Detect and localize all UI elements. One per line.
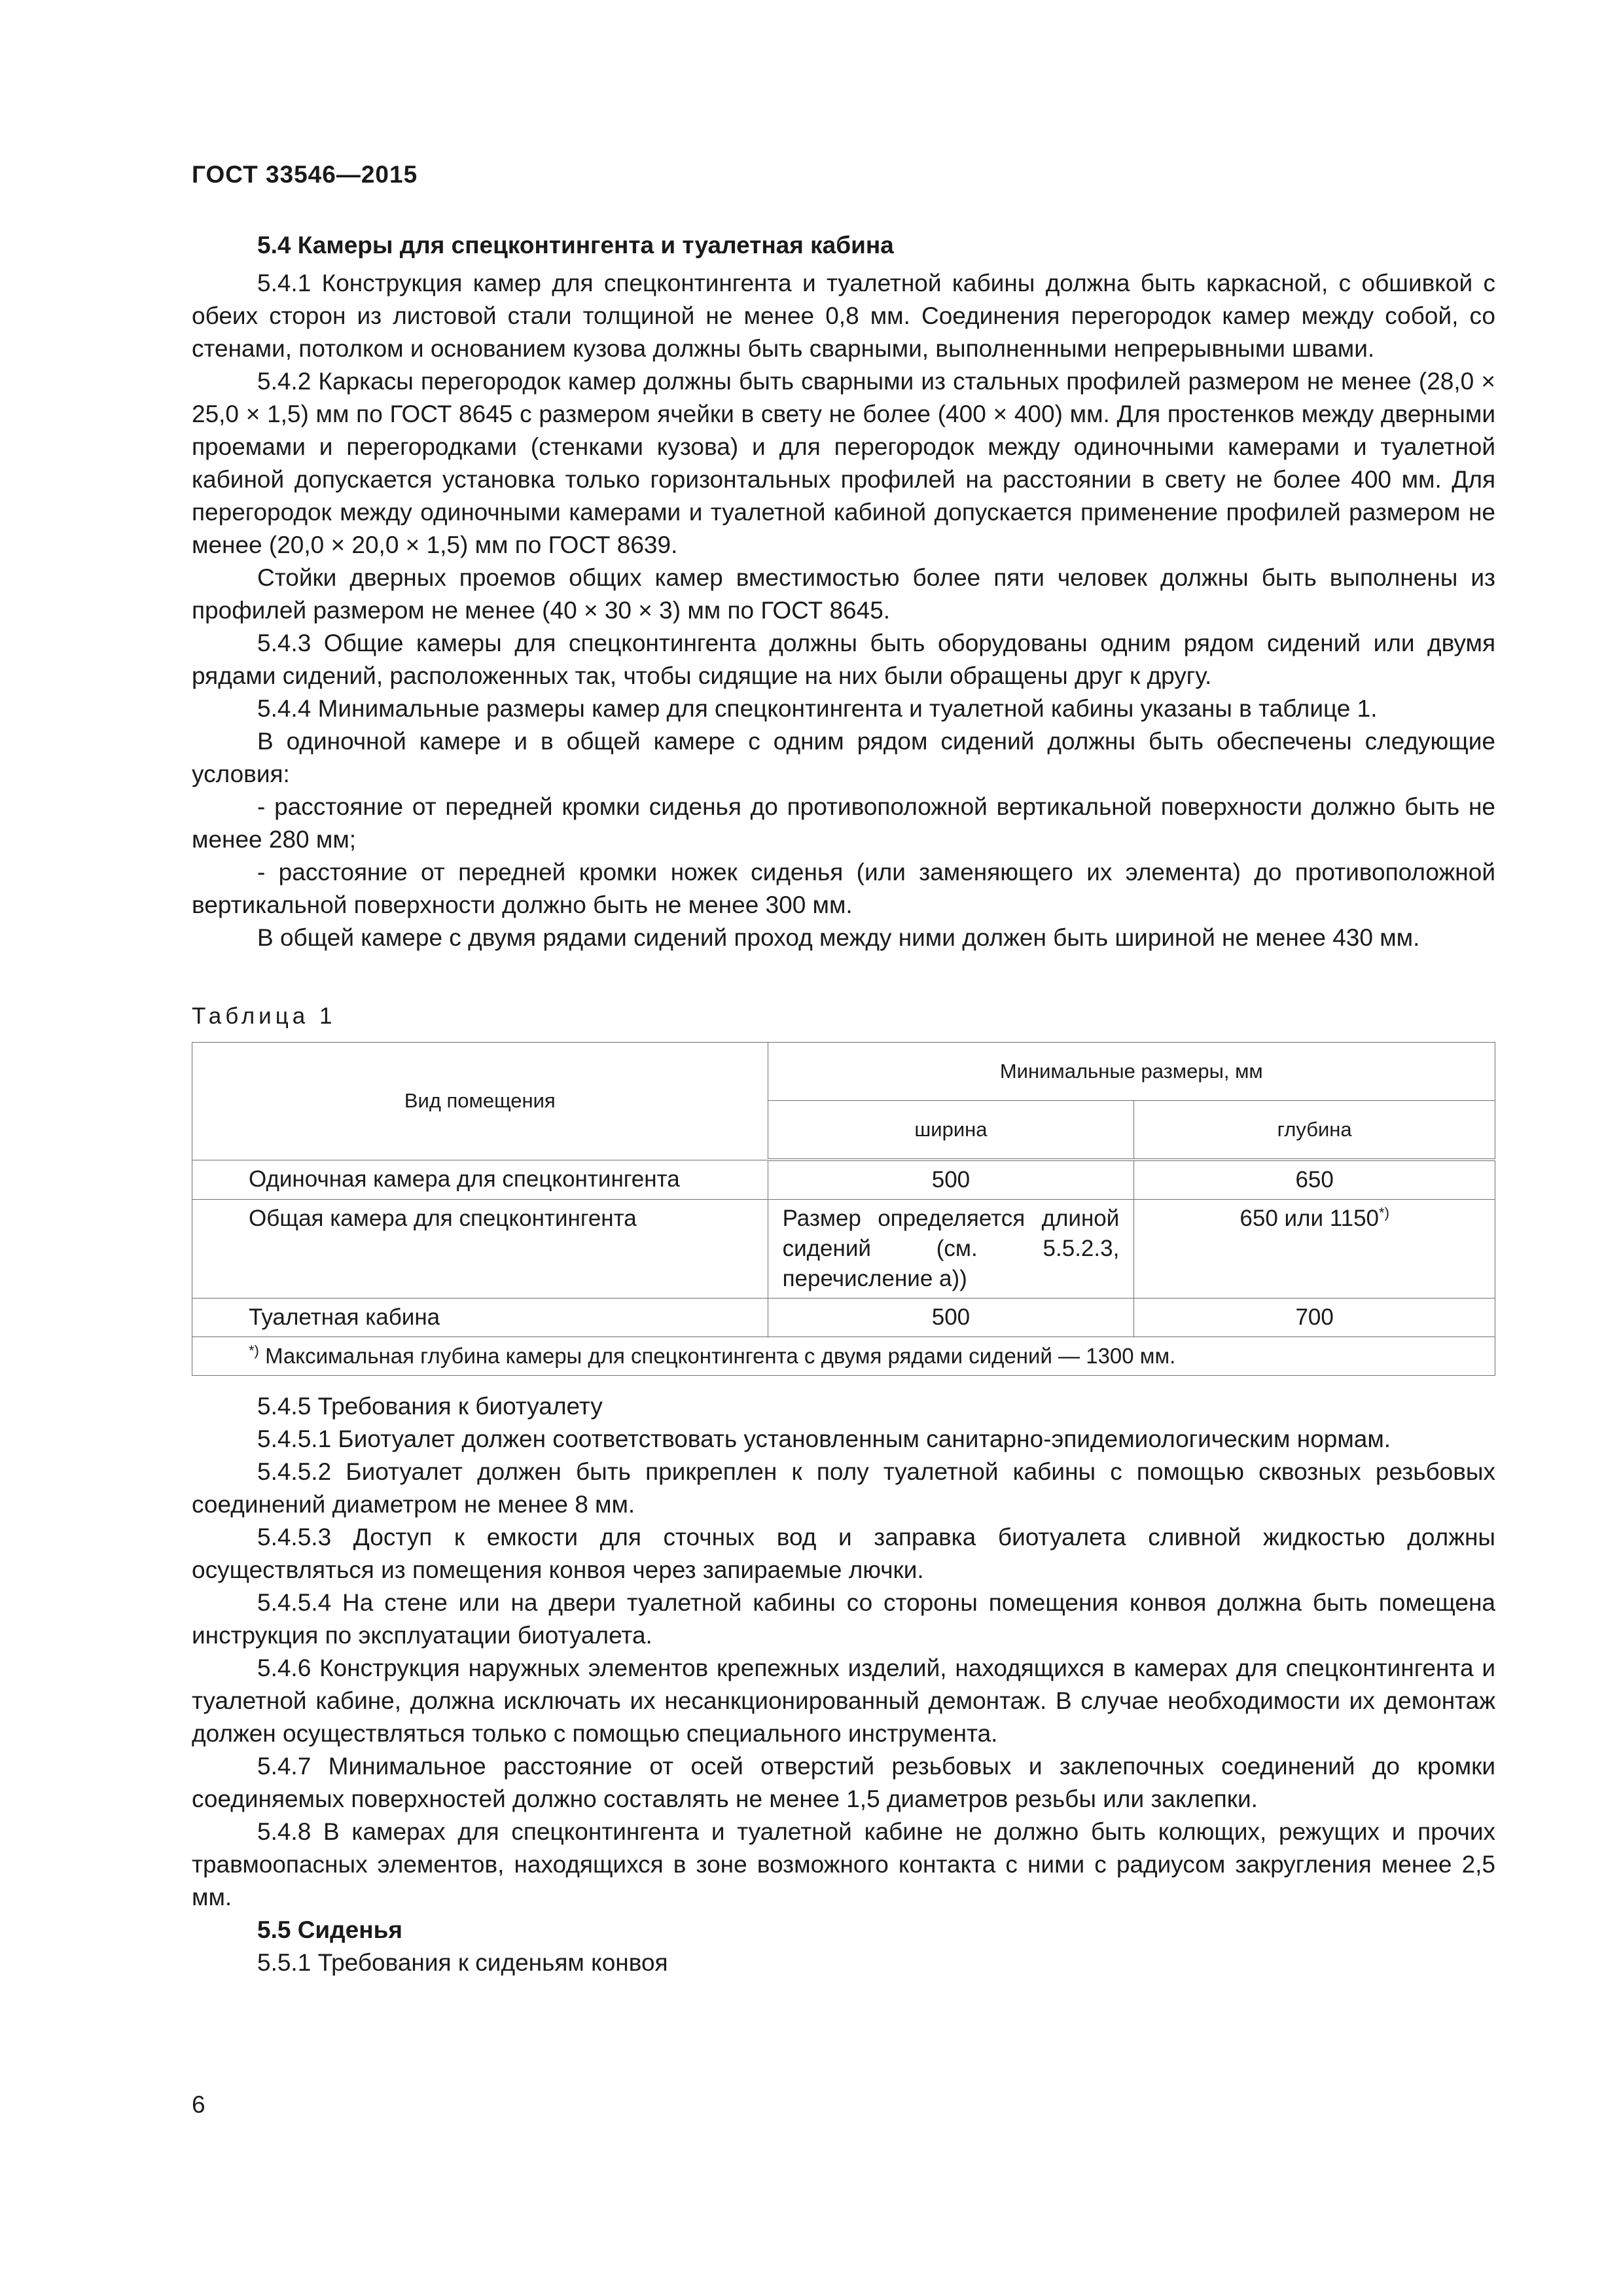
table-header-depth: глубина bbox=[1134, 1101, 1495, 1160]
table-cell-room: Одиночная камера для спецконтингента bbox=[192, 1160, 768, 1200]
paragraph-door-posts: Стойки дверных проемов общих камер вместимостью более пяти человек должны быть выполнены из профилей размером не менее (40 × 30 × 3) мм по ГОСТ 8645. bbox=[192, 564, 1495, 624]
table-cell-depth: 650 bbox=[1134, 1160, 1495, 1200]
paragraph-5-4-3: 5.4.3 Общие камеры для спецконтингента должны быть оборудованы одним рядом сидений или двумя рядами сидений, расположенных так, чтобы сидящие на них были обращены друг к другу. bbox=[192, 630, 1495, 689]
page-number: 6 bbox=[192, 2091, 205, 2118]
table-row bbox=[192, 1160, 1495, 1200]
table-cell-depth: 700 bbox=[1134, 1299, 1495, 1337]
paragraph-5-4-5-1: 5.4.5.1 Биотуалет должен соответствовать установленным санитарно-эпидемиологическим нормам. bbox=[257, 1426, 1391, 1452]
table-cell-room: Туалетная кабина bbox=[192, 1299, 768, 1337]
table-header-min-sizes: Минимальные размеры, мм bbox=[768, 1043, 1495, 1101]
depth-value: 650 или 1150 bbox=[1240, 1206, 1380, 1231]
table-header-room-type: Вид помещения bbox=[192, 1043, 768, 1160]
table-cell-depth bbox=[1134, 1200, 1495, 1299]
page-content bbox=[192, 229, 1495, 1979]
paragraph-5-4-5-3: 5.4.5.3 Доступ к емкости для сточных вод и заправка биотуалета сливной жидкостью должны осуществляться из помещения конвоя через запираемые лючки. bbox=[192, 1524, 1495, 1583]
paragraph-aisle-width: В общей камере с двумя рядами сидений проход между ними должен быть шириной не менее 430 мм. bbox=[257, 924, 1420, 951]
section-5-5-heading: 5.5 Сиденья bbox=[257, 1916, 402, 1943]
table-cell-width: 500 bbox=[768, 1160, 1134, 1200]
table-footnote-row bbox=[192, 1337, 1495, 1376]
table-cell-width: 500 bbox=[768, 1299, 1134, 1337]
paragraph-5-5-1: 5.5.1 Требования к сиденьям конвоя bbox=[257, 1949, 668, 1976]
document-code: ГОСТ 33546—2015 bbox=[192, 161, 418, 188]
table-row bbox=[192, 1200, 1495, 1299]
table-cell-room: Общая камера для спецконтингента bbox=[192, 1200, 768, 1299]
footnote-text: Максимальная глубина камеры для спецконтингента с двумя рядами сидений — 1300 мм. bbox=[265, 1344, 1176, 1368]
footnote-mark: *) bbox=[249, 1342, 259, 1359]
paragraph-5-4-2: 5.4.2 Каркасы перегородок камер должны быть сварными из стальных профилей размером не менее (28,0 × 25,0 × 1,5) мм по ГОСТ 8645 с размером ячейки в свету не более (400 × 400) мм. Для простенков между дверными проемами и перегородками (стенками кузова) и для перегородок между одиночными камерами и туалетной кабиной допускается установка только горизонтальных профилей на расстоянии в свету не более 400 мм. Для перегородок между одиночными камерами и туалетной кабиной допускается применение профилей размером не менее (20,0 × 20,0 × 1,5) мм по ГОСТ 8639. bbox=[192, 368, 1495, 558]
section-5-4-heading: 5.4 Камеры для спецконтингента и туалетная кабина bbox=[257, 232, 894, 259]
paragraph-5-4-8: 5.4.8 В камерах для спецконтингента и туалетной кабине не должно быть колющих, режущих и прочих травмоопасных элементов, находящихся в зоне возможного контакта с ними с радиусом закругления менее 2,5 мм. bbox=[192, 1818, 1495, 1910]
paragraph-5-4-6: 5.4.6 Конструкция наружных элементов крепежных изделий, находящихся в камерах для спецконтингента и туалетной кабине, должна исключать их несанкционированный демонтаж. В случае необходимости их демонтаж должен осуществляться только с помощью специального инструмента. bbox=[192, 1655, 1495, 1747]
list-item-seat-edge: - расстояние от передней кромки сиденья до противоположной вертикальной поверхности должно быть не менее 280 мм; bbox=[192, 793, 1495, 853]
paragraph-5-4-7: 5.4.7 Минимальное расстояние от осей отверстий резьбовых и заклепочных соединений до кромки соединяемых поверхностей должно составлять не менее 1,5 диаметров резьбы или заклепки. bbox=[192, 1753, 1495, 1812]
paragraph-5-4-5: 5.4.5 Требования к биотуалету bbox=[257, 1393, 603, 1420]
paragraph-5-4-5-2: 5.4.5.2 Биотуалет должен быть прикреплен к полу туалетной кабины с помощью сквозных резьбовых соединений диаметром не менее 8 мм. bbox=[192, 1458, 1495, 1518]
paragraph-5-4-1: 5.4.1 Конструкция камер для спецконтингента и туалетной кабины должна быть каркасной, с обшивкой с обеих сторон из листовой стали толщиной не менее 0,8 мм. Соединения перегородок камер между собой, со стенами, потолком и основанием кузова должны быть сварными, выполненными непрерывными швами. bbox=[192, 270, 1495, 362]
paragraph-conditions-intro: В одиночной камере и в общей камере с одним рядом сидений должны быть обеспечены следующие условия: bbox=[192, 728, 1495, 787]
paragraph-5-4-5-4: 5.4.5.4 На стене или на двери туалетной кабины со стороны помещения конвоя должна быть помещена инструкция по эксплуатации биотуалета. bbox=[192, 1589, 1495, 1649]
table-cell-width: Размер определяется длиной сидений (см. 5.5.2.3, перечисление а)) bbox=[768, 1200, 1134, 1299]
table-header-width: ширина bbox=[768, 1101, 1134, 1160]
table-footnote bbox=[192, 1337, 1495, 1376]
paragraph-5-4-4: 5.4.4 Минимальные размеры камер для спецконтингента и туалетной кабины указаны в таблице 1. bbox=[257, 695, 1378, 722]
table-caption: Таблица 1 bbox=[192, 1003, 336, 1029]
list-item-seat-legs: - расстояние от передней кромки ножек сиденья (или заменяющего их элемента) до противоположной вертикальной поверхности должно быть не менее 300 мм. bbox=[192, 859, 1495, 918]
table-row bbox=[192, 1299, 1495, 1337]
footnote-reference: *) bbox=[1379, 1204, 1389, 1221]
dimensions-table bbox=[192, 1042, 1495, 1376]
